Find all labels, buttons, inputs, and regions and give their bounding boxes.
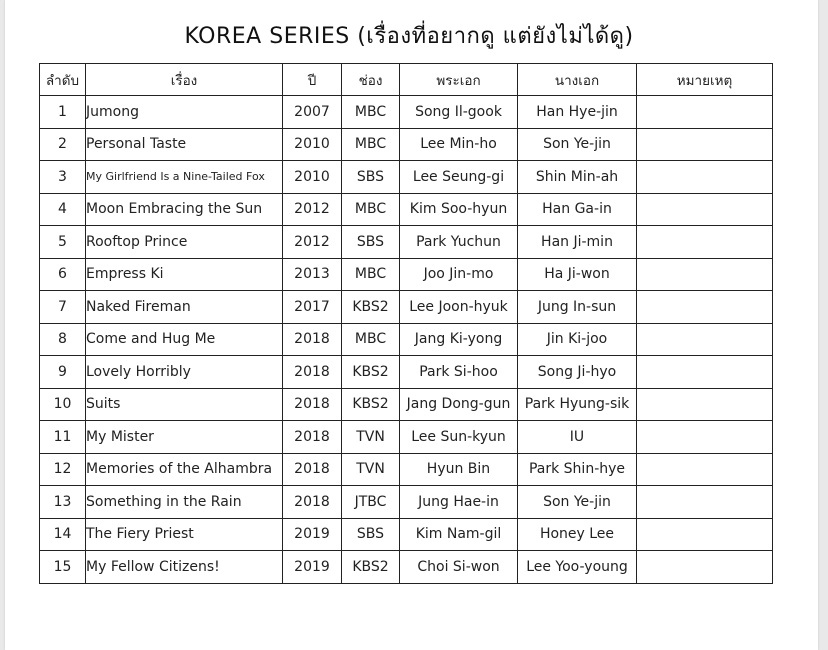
cell-no: 12 (40, 453, 86, 486)
table-row (40, 356, 773, 389)
table-row (40, 518, 773, 551)
cell-no: 2 (40, 128, 86, 161)
table-row (40, 323, 773, 356)
cell-actress: Lee Yoo-young (518, 551, 637, 584)
cell-actress: Jung In-sun (518, 291, 637, 324)
cell-channel: SBS (342, 518, 400, 551)
cell-channel: MBC (342, 96, 400, 129)
cell-actor: Park Yuchun (400, 226, 518, 259)
cell-title: Jumong (86, 96, 283, 129)
cell-note (637, 258, 773, 291)
cell-actress: Honey Lee (518, 518, 637, 551)
table-row (40, 128, 773, 161)
cell-no: 14 (40, 518, 86, 551)
header-channel: ช่อง (342, 64, 400, 96)
cell-channel: MBC (342, 258, 400, 291)
cell-note (637, 486, 773, 519)
cell-actor: Lee Seung-gi (400, 161, 518, 194)
header-no: ลำดับ (40, 64, 86, 96)
cell-actor: Jang Ki-yong (400, 323, 518, 356)
cell-note (637, 291, 773, 324)
cell-title: My Fellow Citizens! (86, 551, 283, 584)
cell-actress: Han Hye-jin (518, 96, 637, 129)
cell-channel: TVN (342, 421, 400, 454)
cell-actress: IU (518, 421, 637, 454)
cell-channel: MBC (342, 128, 400, 161)
cell-channel: KBS2 (342, 356, 400, 389)
cell-note (637, 323, 773, 356)
cell-actress: Son Ye-jin (518, 128, 637, 161)
cell-actress: Han Ga-in (518, 193, 637, 226)
cell-year: 2018 (283, 356, 342, 389)
cell-actor: Joo Jin-mo (400, 258, 518, 291)
cell-year: 2018 (283, 388, 342, 421)
cell-title: The Fiery Priest (86, 518, 283, 551)
cell-note (637, 96, 773, 129)
cell-title: Personal Taste (86, 128, 283, 161)
cell-actor: Lee Sun-kyun (400, 421, 518, 454)
cell-note (637, 193, 773, 226)
cell-channel: TVN (342, 453, 400, 486)
cell-actress: Jin Ki-joo (518, 323, 637, 356)
cell-title: Something in the Rain (86, 486, 283, 519)
cell-year: 2018 (283, 421, 342, 454)
cell-actor: Choi Si-won (400, 551, 518, 584)
table-row (40, 551, 773, 584)
header-actress: นางเอก (518, 64, 637, 96)
cell-title: Suits (86, 388, 283, 421)
cell-year: 2018 (283, 486, 342, 519)
cell-title: Lovely Horribly (86, 356, 283, 389)
page-title: KOREA SERIES (เรื่องที่อยากดู แต่ยังไม่ได้ดู) (184, 24, 634, 49)
table-row (40, 421, 773, 454)
cell-actress: Ha Ji-won (518, 258, 637, 291)
header-year: ปี (283, 64, 342, 96)
cell-no: 10 (40, 388, 86, 421)
cell-note (637, 226, 773, 259)
cell-year: 2019 (283, 551, 342, 584)
cell-no: 1 (40, 96, 86, 129)
cell-actress: Park Shin-hye (518, 453, 637, 486)
cell-actress: Han Ji-min (518, 226, 637, 259)
cell-no: 6 (40, 258, 86, 291)
cell-no: 11 (40, 421, 86, 454)
cell-year: 2019 (283, 518, 342, 551)
cell-actor: Park Si-hoo (400, 356, 518, 389)
cell-note (637, 388, 773, 421)
cell-year: 2012 (283, 226, 342, 259)
table-row (40, 193, 773, 226)
cell-actress: Song Ji-hyo (518, 356, 637, 389)
cell-note (637, 551, 773, 584)
cell-channel: KBS2 (342, 291, 400, 324)
cell-actor: Hyun Bin (400, 453, 518, 486)
cell-year: 2018 (283, 323, 342, 356)
cell-note (637, 161, 773, 194)
header-title: เรื่อง (86, 64, 283, 96)
cell-channel: SBS (342, 161, 400, 194)
cell-actress: Son Ye-jin (518, 486, 637, 519)
header-actor: พระเอก (400, 64, 518, 96)
cell-channel: SBS (342, 226, 400, 259)
cell-year: 2017 (283, 291, 342, 324)
table-row (40, 388, 773, 421)
cell-no: 3 (40, 161, 86, 194)
cell-actress: Shin Min-ah (518, 161, 637, 194)
cell-note (637, 421, 773, 454)
table-row (40, 486, 773, 519)
cell-actor: Lee Joon-hyuk (400, 291, 518, 324)
cell-year: 2018 (283, 453, 342, 486)
cell-actor: Lee Min-ho (400, 128, 518, 161)
cell-no: 9 (40, 356, 86, 389)
cell-year: 2010 (283, 128, 342, 161)
table-row (40, 291, 773, 324)
cell-year: 2010 (283, 161, 342, 194)
cell-title: Memories of the Alhambra (86, 453, 283, 486)
cell-year: 2007 (283, 96, 342, 129)
cell-channel: MBC (342, 323, 400, 356)
cell-no: 7 (40, 291, 86, 324)
cell-title: Moon Embracing the Sun (86, 193, 283, 226)
cell-note (637, 518, 773, 551)
series-table (39, 63, 773, 584)
cell-channel: KBS2 (342, 388, 400, 421)
cell-no: 4 (40, 193, 86, 226)
cell-note (637, 453, 773, 486)
cell-title: Come and Hug Me (86, 323, 283, 356)
header-note: หมายเหตุ (637, 64, 773, 96)
table-row (40, 226, 773, 259)
cell-title: Empress Ki (86, 258, 283, 291)
cell-actor: Kim Nam-gil (400, 518, 518, 551)
cell-no: 5 (40, 226, 86, 259)
table-row (40, 453, 773, 486)
table-header-row (40, 64, 773, 96)
cell-actor: Jung Hae-in (400, 486, 518, 519)
cell-note (637, 128, 773, 161)
cell-no: 8 (40, 323, 86, 356)
table-row (40, 161, 773, 194)
table-row (40, 96, 773, 129)
cell-no: 15 (40, 551, 86, 584)
cell-actor: Song Il-gook (400, 96, 518, 129)
cell-title: Rooftop Prince (86, 226, 283, 259)
cell-actor: Kim Soo-hyun (400, 193, 518, 226)
cell-note (637, 356, 773, 389)
cell-year: 2012 (283, 193, 342, 226)
cell-no: 13 (40, 486, 86, 519)
cell-title: Naked Fireman (86, 291, 283, 324)
cell-year: 2013 (283, 258, 342, 291)
cell-channel: MBC (342, 193, 400, 226)
cell-channel: JTBC (342, 486, 400, 519)
cell-title: My Girlfriend Is a Nine-Tailed Fox (86, 161, 283, 194)
cell-title: My Mister (86, 421, 283, 454)
cell-channel: KBS2 (342, 551, 400, 584)
cell-actor: Jang Dong-gun (400, 388, 518, 421)
table-row (40, 258, 773, 291)
cell-actress: Park Hyung-sik (518, 388, 637, 421)
